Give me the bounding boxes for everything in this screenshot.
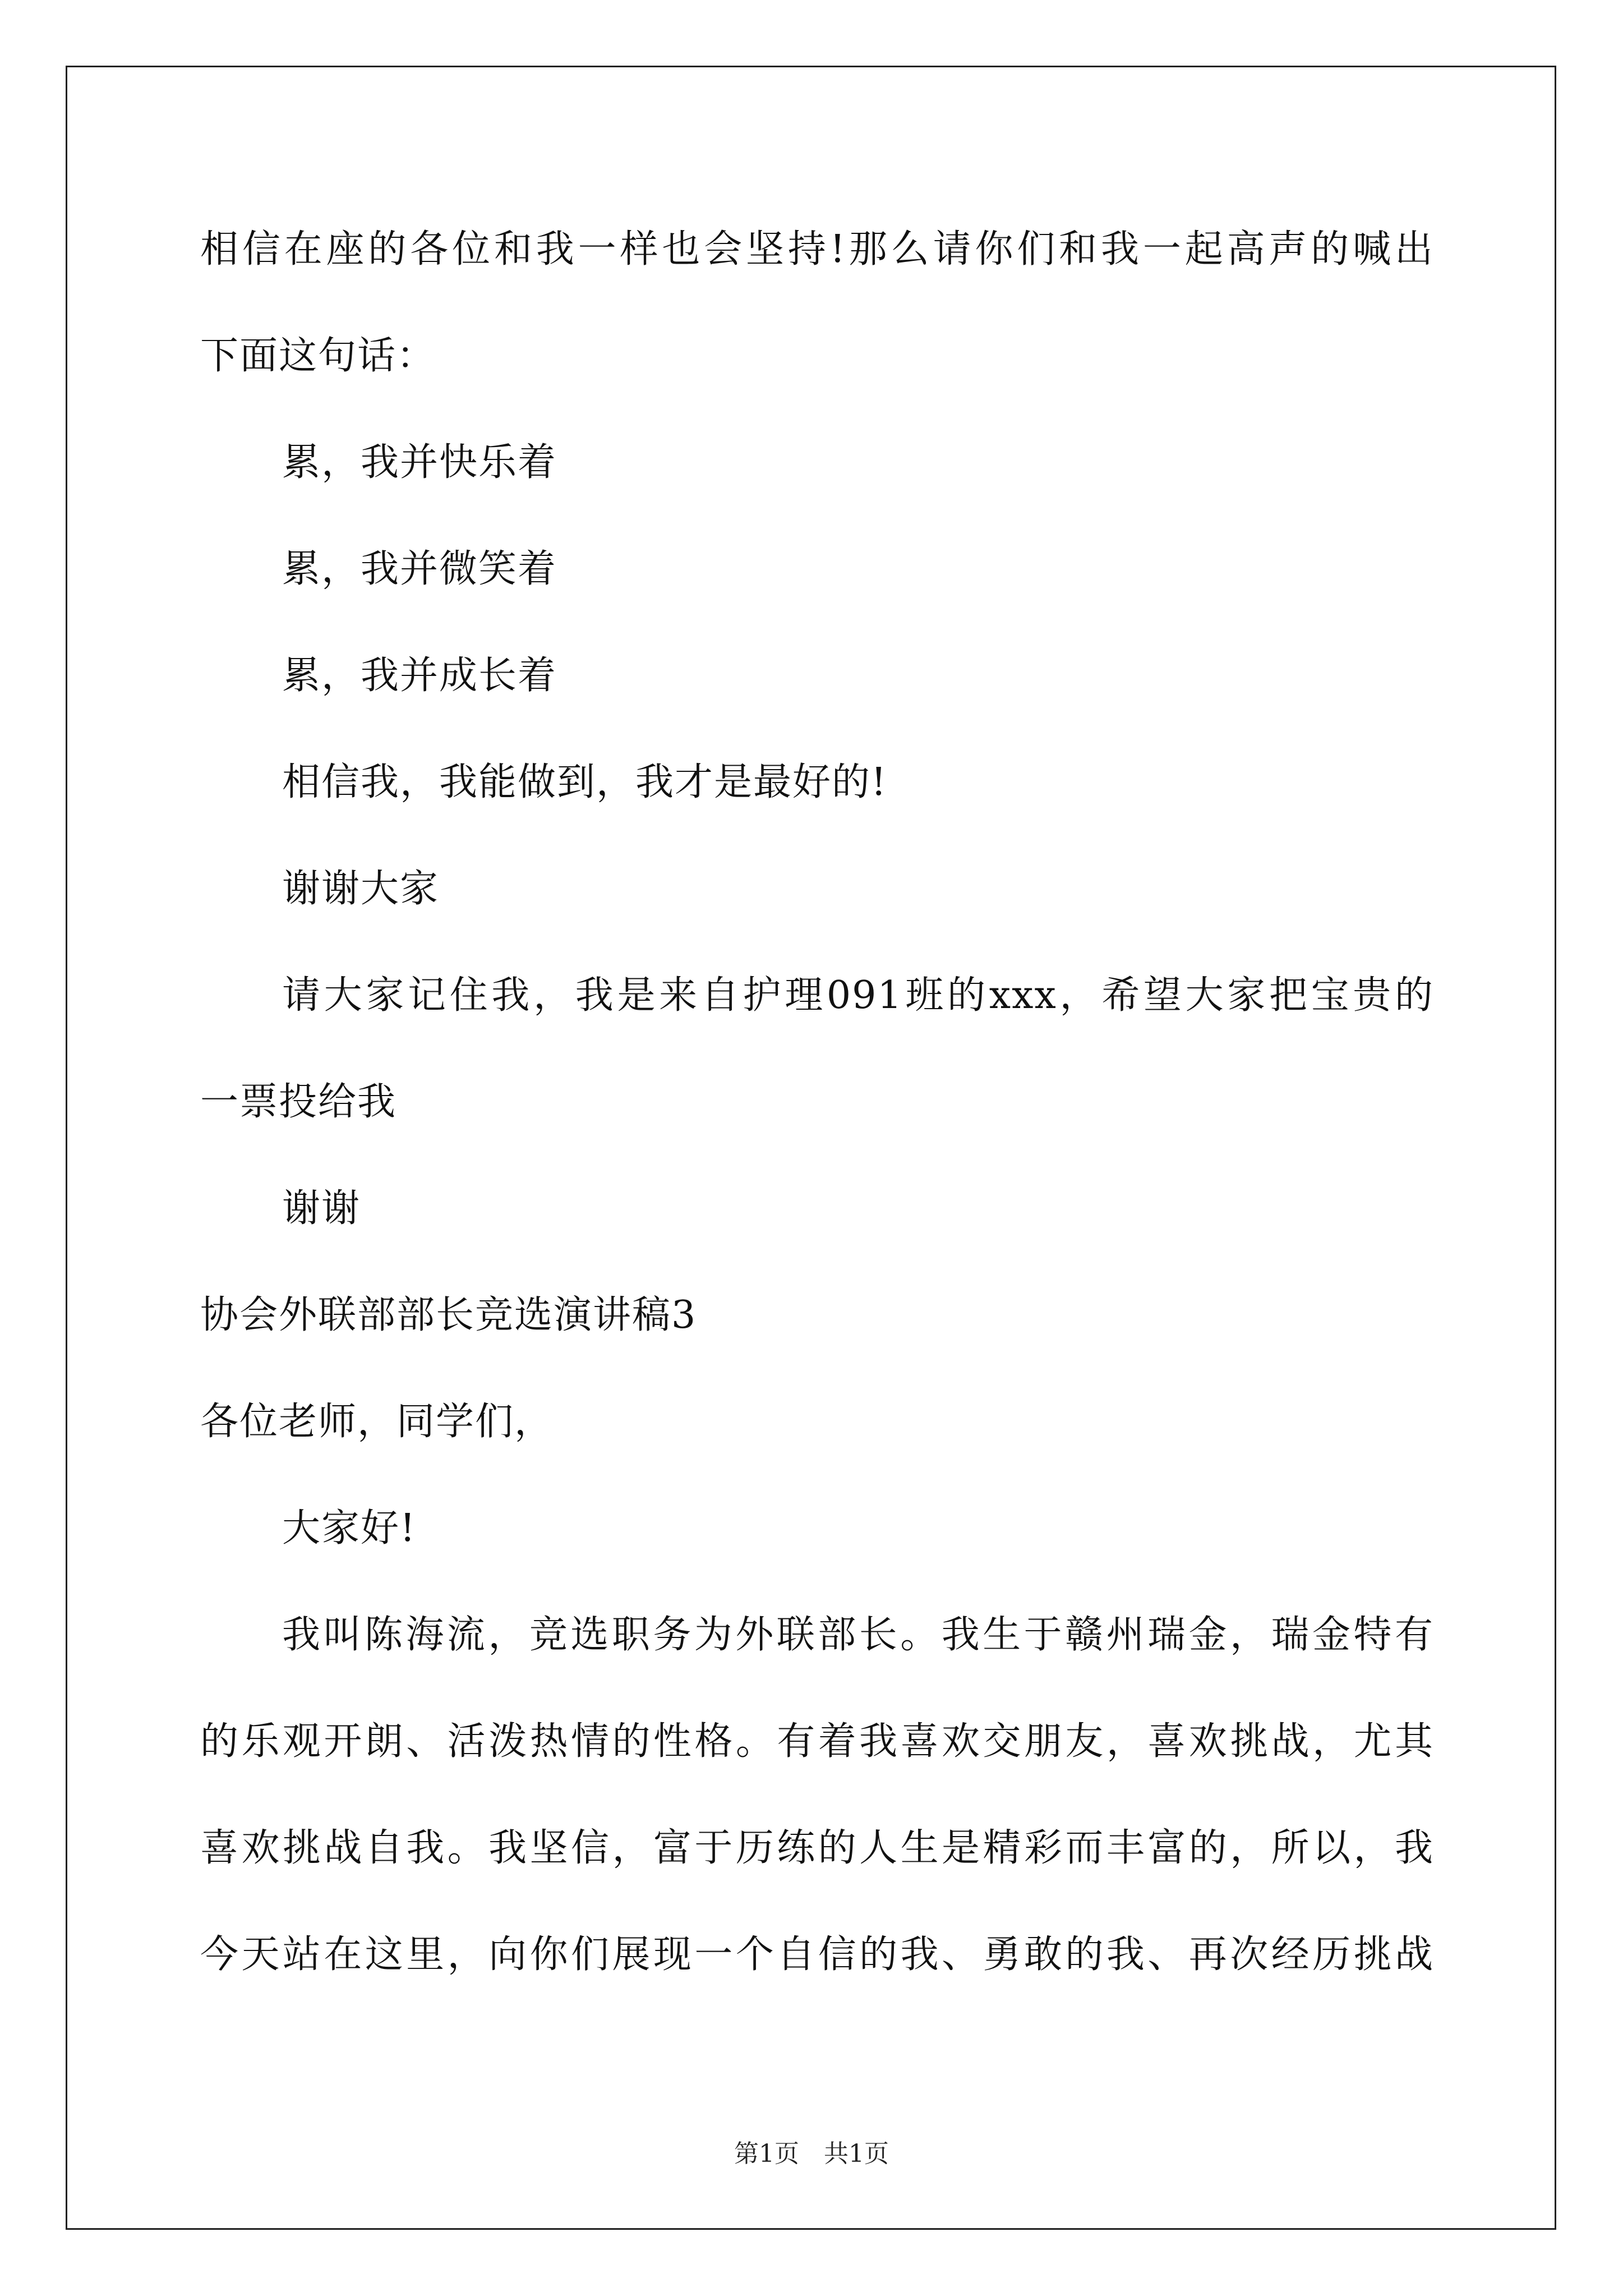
paragraph-line: 今天站在这里，向你们展现一个自信的我、勇敢的我、再次经历挑战 bbox=[200, 1932, 1434, 1977]
paragraph-line: 下面这句话： bbox=[200, 334, 436, 378]
paragraph-line: 谢谢 bbox=[282, 1186, 361, 1231]
paragraph-line: 相信我，我能做到，我才是最好的! bbox=[282, 760, 888, 804]
paragraph-line: 谢谢大家 bbox=[282, 867, 440, 911]
paragraph-line: 各位老师，同学们， bbox=[200, 1400, 554, 1444]
paragraph-line: 累，我并成长着 bbox=[282, 654, 557, 698]
paragraph-line: 大家好! bbox=[282, 1506, 417, 1550]
paragraph-line: 的乐观开朗、活泼热情的性格。有着我喜欢交朋友，喜欢挑战，尤其 bbox=[200, 1719, 1434, 1764]
paragraph-line: 累，我并微笑着 bbox=[282, 547, 557, 591]
page-border bbox=[66, 66, 1556, 2230]
page-footer: 第1页 共1页 bbox=[734, 2139, 889, 2168]
paragraph-line: 累，我并快乐着 bbox=[282, 440, 557, 485]
paragraph-line: 相信在座的各位和我一样也会坚持!那么请你们和我一起高声的喊出 bbox=[200, 227, 1434, 272]
paragraph-line: 喜欢挑战自我。我坚信，富于历练的人生是精彩而丰富的，所以，我 bbox=[200, 1826, 1434, 1870]
paragraph-line: 一票投给我 bbox=[200, 1080, 397, 1124]
paragraph-line: 请大家记住我，我是来自护理091班的xxx，希望大家把宝贵的 bbox=[282, 973, 1434, 1018]
section-title: 协会外联部部长竞选演讲稿3 bbox=[200, 1293, 697, 1337]
paragraph-line: 我叫陈海流，竞选职务为外联部长。我生于赣州瑞金，瑞金特有 bbox=[282, 1613, 1434, 1657]
